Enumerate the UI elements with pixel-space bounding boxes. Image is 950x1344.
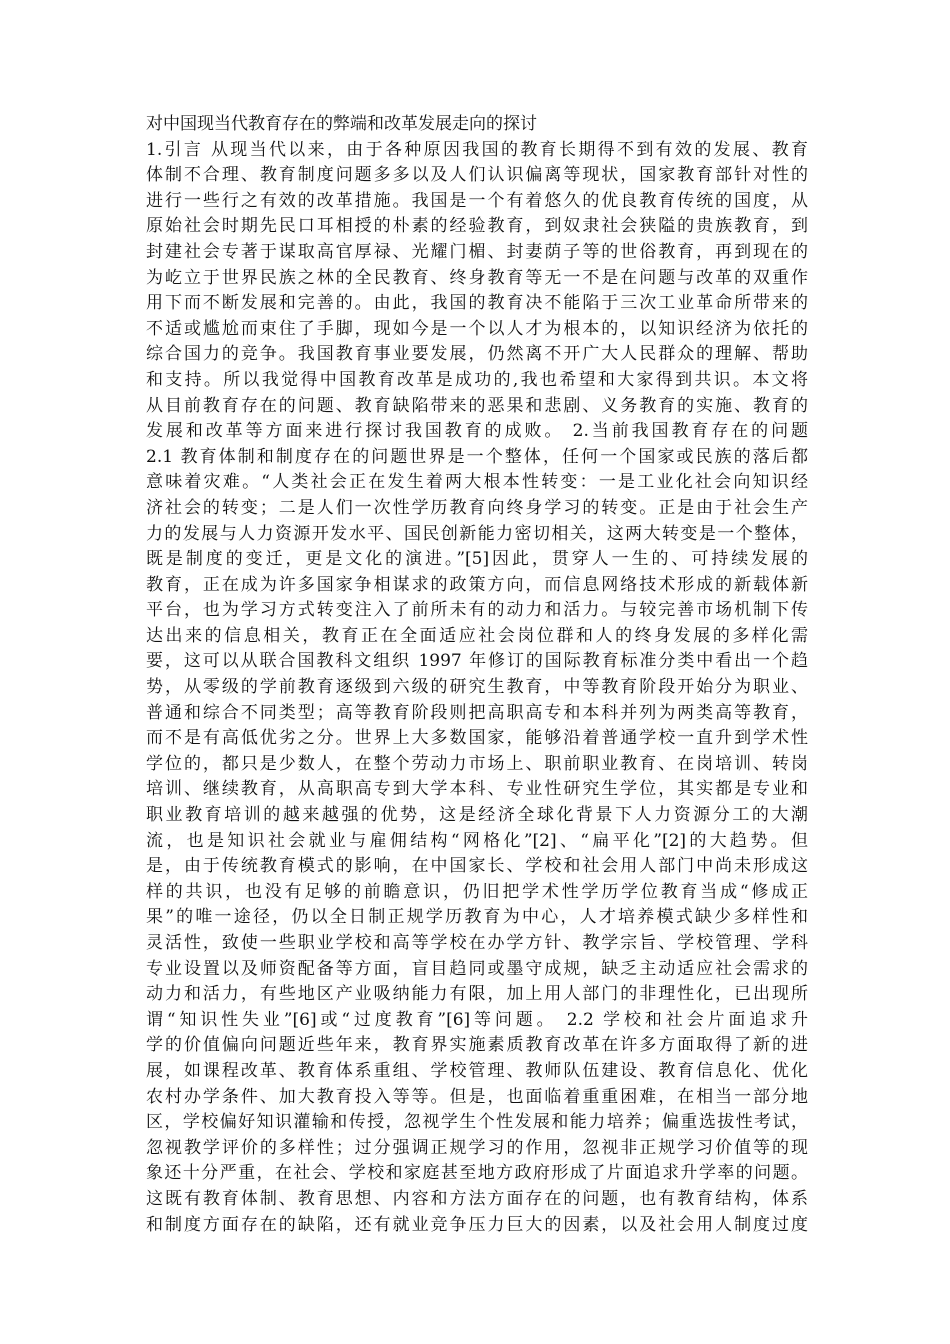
body-line: 样的共识，也没有足够的前瞻意识，仍旧把学术性学历学位教育当成“修成正 [146,881,808,902]
body-line: 和支持。所以我觉得中国教育改革是成功的,我也希望和大家得到共识。本文将 [146,369,808,390]
body-line: 用下而不断发展和完善的。由此，我国的教育决不能陷于三次工业革命所带来的 [146,293,808,314]
body-line: 是，由于传统教育模式的影响，在中国家长、学校和社会用人部门中尚未形成这 [146,856,808,877]
body-line: 2.1 教育体制和制度存在的问题世界是一个整体，任何一个国家或民族的落后都 [146,446,808,467]
body-line: 职业教育培训的越来越强的优势，这是经济全球化背景下人力资源分工的大潮 [146,805,808,826]
body-line: 专业设置以及师资配备等方面，盲目趋同或墨守成规，缺乏主动适应社会需求的 [146,958,808,979]
body-line: 力的发展与人力资源开发水平、国民创新能力密切相关，这两大转变是一个整体， [146,523,808,544]
body-line: 忽视教学评价的多样性；过分强调正规学习的作用，忽视非正规学习价值等的现 [146,1137,808,1158]
body-line: 济社会的转变；二是人们一次性学历教育向终身学习的转变。正是由于社会生产 [146,497,808,518]
body-line: 发展和改革等方面来进行探讨我国教育的成败。 2.当前我国教育存在的问题 [146,421,808,442]
body-line: 教育，正在成为许多国家争相谋求的政策方向，而信息网络技术形成的新载体新 [146,574,808,595]
body-line: 这既有教育体制、教育思想、内容和方法方面存在的问题，也有教育结构，体系 [146,1188,808,1209]
body-line: 体制不合理、教育制度问题多多以及人们认识偏离等现状，国家教育部针对性的 [146,165,808,186]
body-line: 平台，也为学习方式转变注入了前所未有的动力和活力。与较完善市场机制下传 [146,600,808,621]
body-line: 培训、继续教育，从高职高专到大学本科、专业性研究生学位，其实都是专业和 [146,779,808,800]
body-line: 势，从零级的学前教育逐级到六级的研究生教育，中等教育阶段开始分为职业、 [146,677,808,698]
body-line: 1.引言 从现当代以来，由于各种原因我国的教育长期得不到有效的发展、教育 [146,139,808,160]
body-line: 从目前教育存在的问题、教育缺陷带来的恶果和悲剧、义务教育的实施、教育的 [146,395,808,416]
body-line: 达出来的信息相关，教育正在全面适应社会岗位群和人的终身发展的多样化需 [146,625,808,646]
body-line: 进行一些行之有效的改革措施。我国是一个有着悠久的优良教育传统的国度，从 [146,190,808,211]
body-line: 综合国力的竞争。我国教育事业要发展，仍然离不开广大人民群众的理解、帮助 [146,344,808,365]
body-line: 既是制度的变迁，更是文化的演进。”[5]因此，贯穿人一生的、可持续发展的 [146,549,808,570]
body-line: 灵活性，致使一些职业学校和高等学校在办学方针、教学宗旨、学校管理、学科 [146,933,808,953]
article-body [146,112,808,1238]
body-line: 学位的，都只是少数人，在整个劳动力市场上、职前职业教育、在岗培训、转岗 [146,753,808,774]
body-line: 为屹立于世界民族之林的全民教育、终身教育等无一不是在问题与改革的双重作 [146,267,808,288]
body-line: 而不是有高低优劣之分。世界上大多数国家，能够沿着普通学校一直升到学术性 [146,728,808,749]
body-line: 和制度方面存在的缺陷，还有就业竞争压力巨大的因素，以及社会用人制度过度 [146,1214,808,1235]
body-line: 果”的唯一途径，仍以全日制正规学历教育为中心，人才培养模式缺少多样性和 [146,907,808,928]
body-line: 封建社会专著于谋取高官厚禄、光耀门楣、封妻荫子等的世俗教育，再到现在的 [146,241,808,262]
body-line: 象还十分严重，在社会、学校和家庭甚至地方政府形成了片面追求升学率的问题。 [146,1163,808,1184]
body-line: 区，学校偏好知识灌输和传授，忽视学生个性发展和能力培养；偏重选拔性考试， [146,1112,808,1133]
article-title: 对中国现当代教育存在的弊端和改革发展走向的探讨 [146,114,537,134]
body-line: 农村办学条件、加大教育投入等等。但是，也面临着重重困难，在相当一部分地 [146,1086,808,1107]
body-line: 要，这可以从联合国教科文组织 1997 年修订的国际教育标准分类中看出一个趋 [146,651,808,672]
body-line: 流，也是知识社会就业与雇佣结构“网格化”[2]、“扁平化”[2]的大趋势。但 [146,830,808,851]
body-line: 学的价值偏向问题近些年来，教育界实施素质教育改革在许多方面取得了新的进 [146,1035,808,1056]
body-line: 动力和活力，有些地区产业吸纳能力有限，加上用人部门的非理性化，已出现所 [146,984,808,1005]
body-line: 展，如课程改革、教育体系重组、学校管理、教师队伍建设、教育信息化、优化 [146,1060,808,1081]
body-line: 原始社会时期先民口耳相授的朴素的经验教育，到奴隶社会狭隘的贵族教育，到 [146,216,808,237]
body-line: 不适或尴尬而束住了手脚，现如今是一个以人才为根本的，以知识经济为依托的 [146,318,808,339]
body-line: 普通和综合不同类型；高等教育阶段则把高职高专和本科并列为两类高等教育， [146,702,808,723]
body-line: 意味着灾难。“人类社会正在发生着两大根本性转变：一是工业化社会向知识经 [146,472,808,493]
body-line: 谓“知识性失业”[6]或“过度教育”[6]等问题。 2.2 学校和社会片面追求升 [146,1009,808,1030]
